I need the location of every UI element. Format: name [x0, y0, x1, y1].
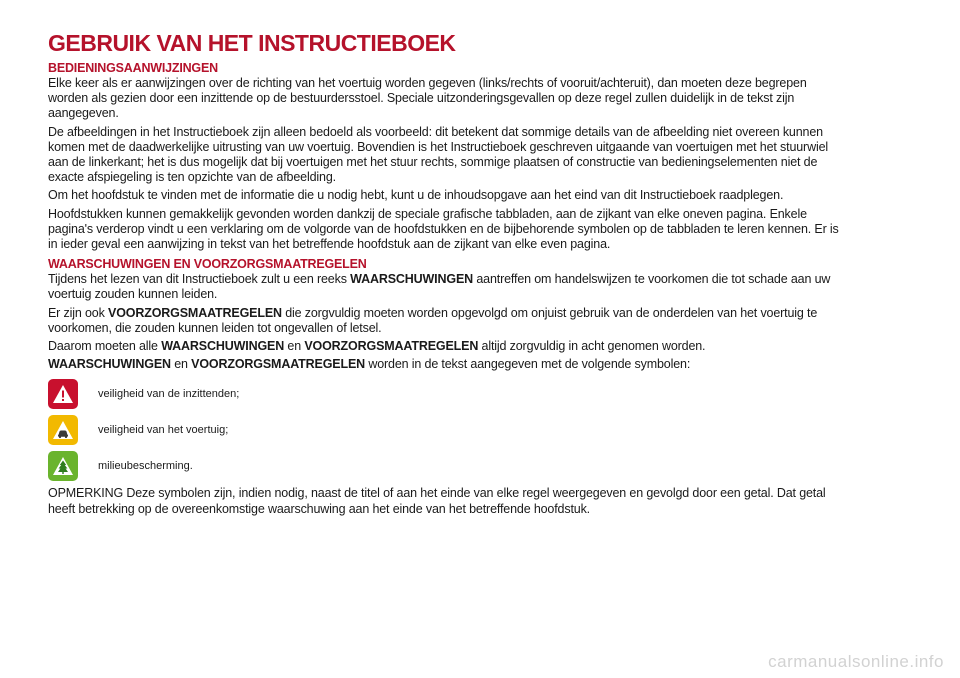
text: die zorgvuldig moeten worden opgevolgd om onjuist gebruik van de onderdelen van het voertuig te voorkomen, die zouden kunnen leiden tot ongevallen of letsel.	[48, 305, 818, 335]
paragraph: De afbeeldingen in het Instructieboek zijn alleen bedoeld als voorbeeld: dit betekent dat sommige details van de afbeelding niet overeen kunnen komen met de daadwerkelijke uitrusting van uw voertuig. Bovendien is het Instructieboek geschreven uitgaande van voertuigen met het stuurwiel aan de linkerkant; het is dus mogelijk dat bij voertuigen met het stuur rechts, sommige plaatsen of constructie van bedieningselementen niet de exacte afspiegeling is ten opzichte van de afbeelding.	[48, 124, 829, 185]
car-icon	[48, 415, 78, 445]
text: aantreffen om handelswijzen te voorkomen die tot schade aan uw voertuig zouden kunnen leiden.	[48, 272, 831, 302]
watermark: carmanualsonline.info	[768, 652, 944, 671]
symbol-label: veiligheid van de inzittenden;	[98, 388, 240, 401]
text: worden in de tekst aangegeven met de volgende symbolen:	[365, 357, 691, 372]
paragraph: Elke keer als er aanwijzingen over de richting van het voertuig worden gegeven (links/rechts of vooruit/achteruit), dan moeten deze begrepen worden als gezien door een inzittende op de bestuurdersstoel. Speciale uitzonderingsgevallen op deze regel zullen duidelijk in de tekst zijn aangegeven.	[48, 76, 807, 121]
paragraph: Hoofdstukken kunnen gemakkelijk gevonden worden dankzij de speciale grafische tabbladen, aan de zijkant van elke oneven pagina. Enkele pagina's verderop vindt u een verklaring om de volgorde van de hoofdstukken en de bijbehorende symbolen op de tabbladen te leren kennen. Er is in ieder geval een aanwijzing in tekst van het betreffende hoofdstuk aan de zijkant van elke even pagina.	[48, 206, 839, 252]
emphasis-voorzorgsmaatregelen: VOORZORGSMAATREGELEN	[304, 339, 479, 354]
symbol-label: milieubescherming.	[98, 460, 193, 473]
paragraph	[48, 272, 848, 302]
text: altijd zorgvuldig in acht genomen worden.	[478, 339, 706, 354]
section-heading-bedieningsaanwijzingen: BEDIENINGSAANWIJZINGEN	[48, 61, 218, 75]
symbol-row-vehicle	[48, 412, 848, 448]
emphasis-voorzorgsmaatregelen: VOORZORGSMAATREGELEN	[191, 357, 366, 372]
text: Daarom moeten alle	[48, 339, 162, 354]
text: en	[170, 357, 192, 372]
paragraph	[48, 306, 848, 336]
symbol-label: veiligheid van het voertuig;	[98, 424, 229, 437]
text: en	[284, 339, 305, 354]
paragraph	[48, 339, 848, 354]
symbol-row-environment	[48, 448, 848, 484]
warning-exclamation-icon	[48, 379, 78, 409]
note-paragraph: OPMERKING Deze symbolen zijn, indien nodig, naast de titel of aan het einde van elke regel weergegeven en gevolgd door een getal. Dat getal heeft betrekking op de overeenkomstige waarschuwing aan het einde van het betreffende hoofdstuk.	[48, 486, 826, 516]
text: Er zijn ook	[48, 305, 109, 320]
symbol-row-occupants	[48, 376, 848, 412]
text: Tijdens het lezen van dit Instructieboek zult u een reeks	[48, 272, 351, 287]
page-content	[48, 30, 848, 520]
tree-icon	[48, 451, 78, 481]
page-title: GEBRUIK VAN HET INSTRUCTIEBOEK	[48, 30, 456, 56]
symbol-legend	[48, 376, 848, 484]
emphasis-voorzorgsmaatregelen: VOORZORGSMAATREGELEN	[108, 305, 282, 320]
paragraph	[48, 357, 848, 372]
emphasis-waarschuwingen: WAARSCHUWINGEN	[350, 272, 474, 287]
paragraph: Om het hoofdstuk te vinden met de informatie die u nodig hebt, kunt u de inhoudsopgave aan het eind van dit Instructieboek raadplegen.	[48, 188, 784, 203]
section-heading-waarschuwingen: WAARSCHUWINGEN EN VOORZORGSMAATREGELEN	[48, 257, 367, 272]
emphasis-waarschuwingen: WAARSCHUWINGEN	[48, 357, 171, 372]
emphasis-waarschuwingen: WAARSCHUWINGEN	[161, 339, 285, 354]
